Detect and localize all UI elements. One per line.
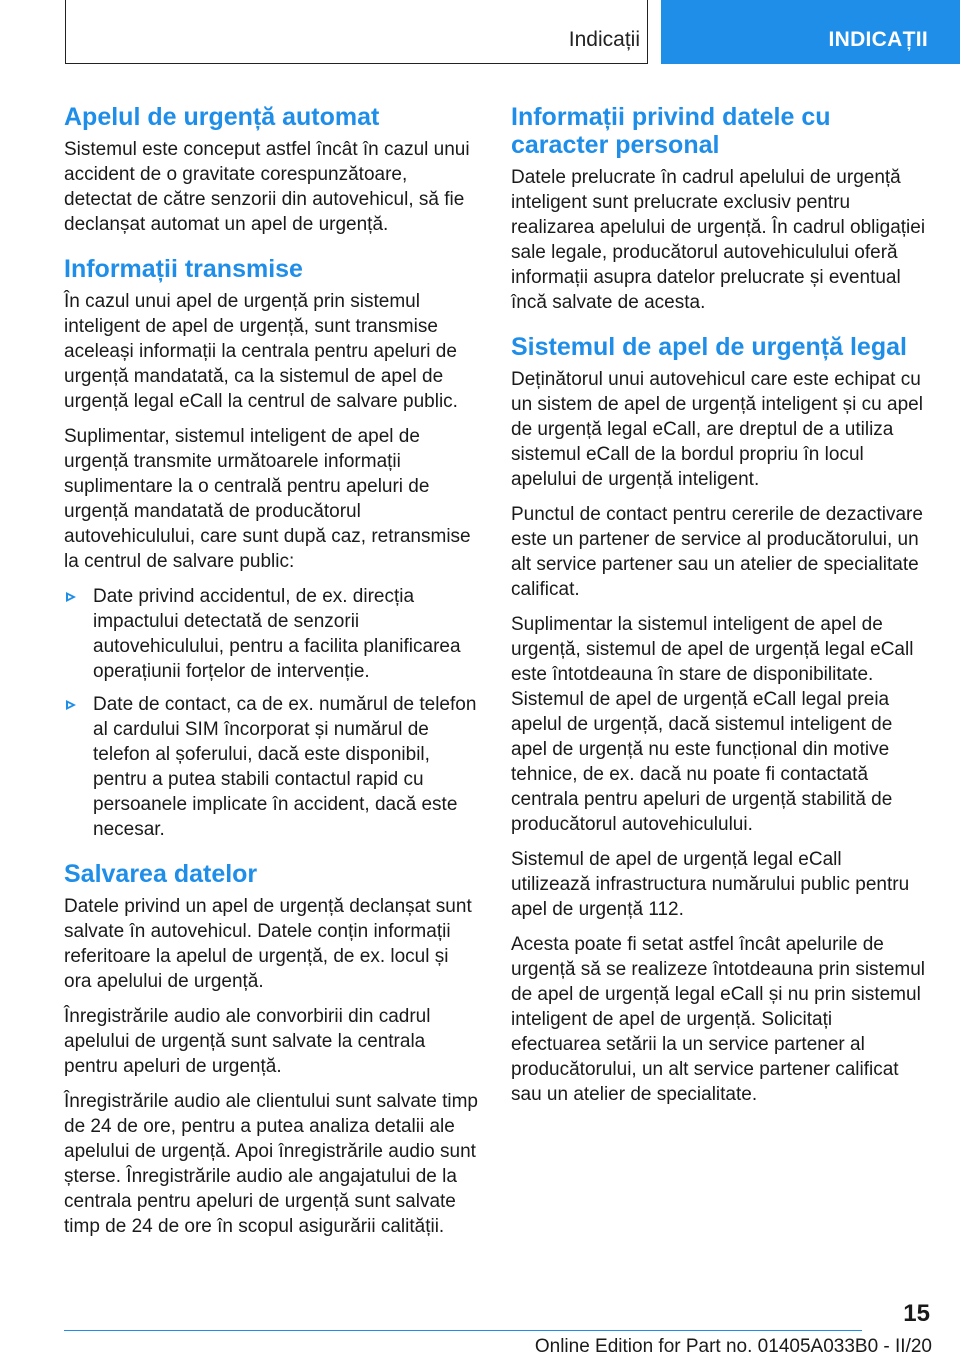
- right-column: [511, 103, 926, 1117]
- header-chapter-tab: INDICAȚII: [661, 0, 960, 64]
- footer-divider: [64, 1330, 862, 1331]
- triangle-bullet-icon: [66, 592, 76, 602]
- paragraph: Sistemul este conceput astfel încât în cazul unui accident de o gravitate corespunzătoare, detectat de către senzorii din autovehicul, să fie declanșat automat un apel de urgență.: [64, 139, 470, 235]
- paragraph: Sistemul de apel de urgență legal eCall utilizează infrastructura numărului public pentru apel de urgență 112.: [511, 849, 910, 920]
- footer-edition-text: Online Edition for Part no. 01405A033B0 - II/20: [534, 1336, 932, 1357]
- section-heading: Apelul de urgență automat: [64, 103, 380, 131]
- bullet-list: [64, 584, 479, 842]
- paragraph: Deținătorul unui autovehicul care este echipat cu un sistem de apel de urgență inteligent și cu apel de urgență legal eCall, are dreptul de a utiliza sistemul eCall de la bordul propriu în locul apelului de urgență inteligent.: [511, 369, 923, 490]
- triangle-bullet-icon: [66, 700, 76, 710]
- section-personal-data-information: [511, 103, 926, 315]
- list-item: [64, 584, 479, 684]
- page-number: 15: [903, 1300, 930, 1327]
- section-legal-emergency-call-system: [511, 333, 926, 1107]
- section-data-saving: [64, 860, 479, 1239]
- left-column: [64, 103, 479, 1249]
- paragraph: În cazul unui apel de urgență prin sistemul inteligent de apel de urgență, sunt transmise aceleași informații la centrala pentru apeluri de urgență mandatată, ca la sistemul de apel de urgență legal eCall la centrul de salvare public.: [64, 291, 458, 412]
- list-item-text: Date privind accidentul, de ex. direcția impactului detectată de senzorii autovehiculului, pentru a facilita planificarea operațiunii forțelor de intervenție.: [93, 586, 461, 682]
- section-transmitted-information: [64, 255, 479, 842]
- paragraph: Acesta poate fi setat astfel încât apelurile de urgență să se realizeze întotdeauna prin sistemul de apel de urgență legal eCall și nu prin sistemul inteligent de apel de urgență. Solicitați efectuarea setării la un service partener al producătorului, un alt service partener calificat sau un atelier de specialitate.: [511, 934, 926, 1105]
- section-heading: Sistemul de apel de urgență legal: [511, 333, 907, 361]
- section-heading: Salvarea datelor: [64, 860, 258, 888]
- paragraph: Suplimentar la sistemul inteligent de apel de urgență, sistemul de apel de urgență legal eCall este întotdeauna în stare de disponibilitate. Sistemul de apel de urgență eCall legal preia apelul de urgență, dacă sistemul inteligent de apel de urgență nu este funcțional din motive tehnice, de ex. dacă nu poate fi contactată centrala pentru apeluri de urgență stabilită de producătorul autovehiculului.: [511, 614, 914, 835]
- paragraph: Suplimentar, sistemul inteligent de apel de urgență transmite următoarele informații suplimentare la o centrală pentru apeluri de urgență mandatată de producătorul autovehiculului, care sunt după caz, retransmise la centrul de salvare public:: [64, 426, 471, 572]
- paragraph: Datele prelucrate în cadrul apelului de urgență inteligent sunt prelucrate exclusiv pentru realizarea apelului de urgență. În cadrul obligației sale legale, producătorul autovehiculului oferă informații asupra datelor prelucrate și eventual încă salvate de acesta.: [511, 167, 926, 313]
- paragraph: Datele privind un apel de urgență declanșat sunt salvate în autovehicul. Datele conțin informații referitoare la apelul de urgență, de ex. locul și ora apelului de urgență.: [64, 896, 472, 992]
- paragraph: Înregistrările audio ale convorbirii din cadrul apelului de urgență sunt salvate la centrala pentru apeluri de urgență.: [64, 1006, 431, 1077]
- section-heading: Informații privind datele cu caracter personal: [511, 103, 831, 159]
- list-item-text: Date de contact, ca de ex. numărul de telefon al cardului SIM încorporat și numărul de telefon al șoferului, dacă este disponibil, pentru a putea stabili contactul rapid cu persoanele implicate în accident, dacă este necesar.: [93, 694, 477, 840]
- section-heading: Informații transmise: [64, 255, 303, 283]
- header-section-title: Indicații: [568, 28, 640, 51]
- list-item: [64, 692, 479, 842]
- section-automatic-emergency-call: [64, 103, 479, 237]
- paragraph: Înregistrările audio ale clientului sunt salvate timp de 24 de ore, pentru a putea analiza detalii ale apelului de urgență. Apoi înregistrările audio sunt șterse. Înregistrările audio ale angajatului de la centrala pentru apeluri de urgență sunt salvate timp de 24 de ore în scopul asigurării calității.: [64, 1091, 478, 1237]
- paragraph: Punctul de contact pentru cererile de dezactivare este un partener de service al producătorului, un alt service partener sau un atelier de specialitate calificat.: [511, 504, 923, 600]
